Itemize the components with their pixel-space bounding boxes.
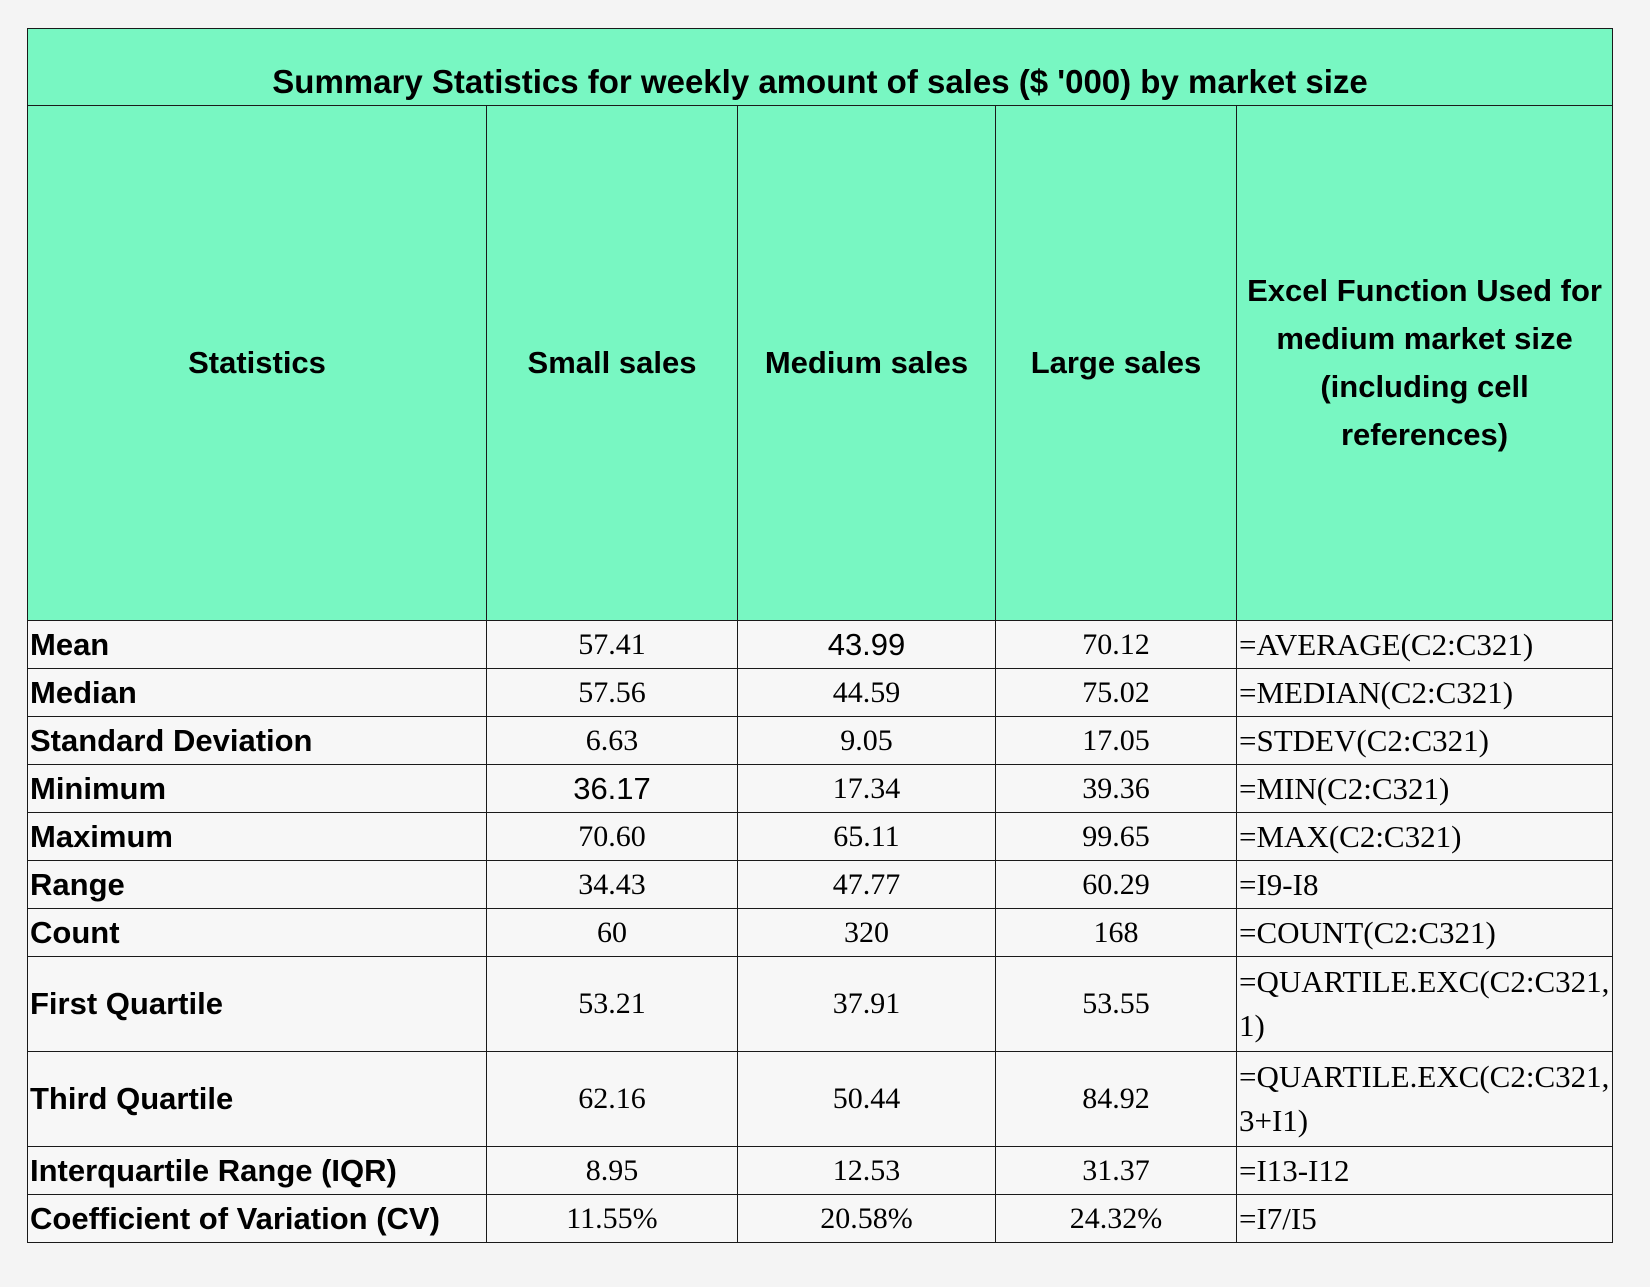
medium-value: 50.44 xyxy=(738,1052,996,1147)
excel-function: =AVERAGE(C2:C321) xyxy=(1237,621,1613,669)
row-label: Third Quartile xyxy=(28,1052,487,1147)
row-label: Median xyxy=(28,669,487,717)
large-value: 168 xyxy=(996,909,1237,957)
medium-value: 37.91 xyxy=(738,957,996,1052)
medium-value: 320 xyxy=(738,909,996,957)
excel-function: =MIN(C2:C321) xyxy=(1237,765,1613,813)
medium-value: 12.53 xyxy=(738,1147,996,1195)
table-row xyxy=(28,621,1613,669)
row-label: Minimum xyxy=(28,765,487,813)
row-label: Count xyxy=(28,909,487,957)
large-value: 39.36 xyxy=(996,765,1237,813)
small-value: 57.56 xyxy=(487,669,738,717)
small-value: 57.41 xyxy=(487,621,738,669)
medium-value: 43.99 xyxy=(738,621,996,669)
large-value: 70.12 xyxy=(996,621,1237,669)
small-value: 8.95 xyxy=(487,1147,738,1195)
table-row xyxy=(28,909,1613,957)
table-row xyxy=(28,669,1613,717)
header-small-sales: Small sales xyxy=(487,106,738,621)
table-row xyxy=(28,1147,1613,1195)
large-value: 84.92 xyxy=(996,1052,1237,1147)
excel-function: =I13-I12 xyxy=(1237,1147,1613,1195)
summary-table-container xyxy=(27,28,1612,1243)
medium-value: 44.59 xyxy=(738,669,996,717)
header-medium-sales: Medium sales xyxy=(738,106,996,621)
small-value: 62.16 xyxy=(487,1052,738,1147)
medium-value: 65.11 xyxy=(738,813,996,861)
table-row xyxy=(28,861,1613,909)
header-excel-function: Excel Function Used for medium market size (including cell references) xyxy=(1237,106,1613,621)
large-value: 60.29 xyxy=(996,861,1237,909)
row-label: Mean xyxy=(28,621,487,669)
table-row xyxy=(28,717,1613,765)
large-value: 99.65 xyxy=(996,813,1237,861)
medium-value: 47.77 xyxy=(738,861,996,909)
row-label: Range xyxy=(28,861,487,909)
small-value: 53.21 xyxy=(487,957,738,1052)
row-label: Interquartile Range (IQR) xyxy=(28,1147,487,1195)
medium-value: 9.05 xyxy=(738,717,996,765)
large-value: 75.02 xyxy=(996,669,1237,717)
summary-statistics-table xyxy=(27,28,1613,1243)
excel-function: =COUNT(C2:C321) xyxy=(1237,909,1613,957)
small-value: 36.17 xyxy=(487,765,738,813)
excel-function: =MEDIAN(C2:C321) xyxy=(1237,669,1613,717)
row-label: Maximum xyxy=(28,813,487,861)
row-label: Standard Deviation xyxy=(28,717,487,765)
header-statistics: Statistics xyxy=(28,106,487,621)
excel-function: =QUARTILE.EXC(C2:C321,1) xyxy=(1237,957,1613,1052)
table-row xyxy=(28,813,1613,861)
small-value: 60 xyxy=(487,909,738,957)
header-large-sales: Large sales xyxy=(996,106,1237,621)
medium-value: 20.58% xyxy=(738,1195,996,1243)
excel-function: =I7/I5 xyxy=(1237,1195,1613,1243)
excel-function: =STDEV(C2:C321) xyxy=(1237,717,1613,765)
small-value: 11.55% xyxy=(487,1195,738,1243)
table-title: Summary Statistics for weekly amount of sales ($ '000) by market size xyxy=(28,29,1613,106)
row-label: First Quartile xyxy=(28,957,487,1052)
large-value: 24.32% xyxy=(996,1195,1237,1243)
excel-function: =QUARTILE.EXC(C2:C321,3+I1) xyxy=(1237,1052,1613,1147)
table-row xyxy=(28,1052,1613,1147)
excel-function: =I9-I8 xyxy=(1237,861,1613,909)
large-value: 53.55 xyxy=(996,957,1237,1052)
table-row xyxy=(28,765,1613,813)
small-value: 70.60 xyxy=(487,813,738,861)
table-row xyxy=(28,957,1613,1052)
excel-function: =MAX(C2:C321) xyxy=(1237,813,1613,861)
row-label: Coefficient of Variation (CV) xyxy=(28,1195,487,1243)
small-value: 34.43 xyxy=(487,861,738,909)
medium-value: 17.34 xyxy=(738,765,996,813)
large-value: 31.37 xyxy=(996,1147,1237,1195)
small-value: 6.63 xyxy=(487,717,738,765)
large-value: 17.05 xyxy=(996,717,1237,765)
table-row xyxy=(28,1195,1613,1243)
